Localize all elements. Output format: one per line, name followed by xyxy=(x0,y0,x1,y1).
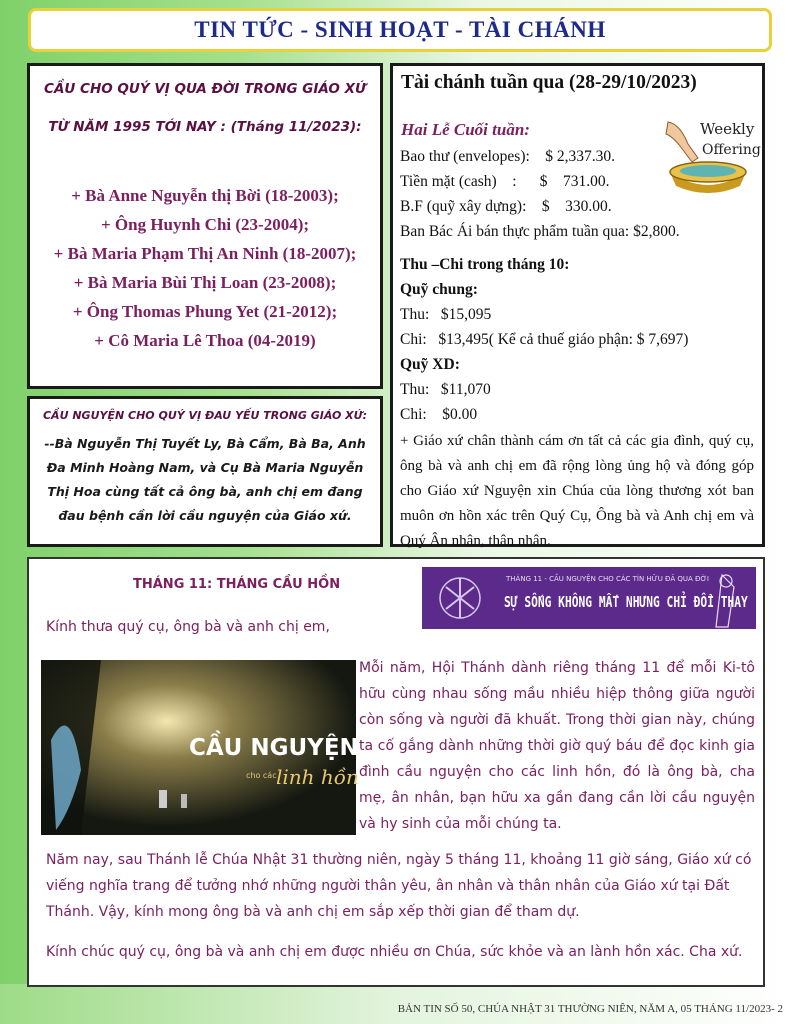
finance-line: Bao thư (envelopes): $ 2,337.30. xyxy=(400,148,616,165)
month-heading: Thu –Chi trong tháng 10: xyxy=(400,256,570,273)
page-header xyxy=(28,8,772,52)
thanks-paragraph: + Giáo xứ chân thành cám ơn tất cả các gia đình, quý cụ, ông bà và anh chị em đã rộng lòng ủng hộ và đóng góp cho Giáo xứ Nguyện xin Chúa của lòng thương xót ban muôn ơn hồn xác trên Quý Cụ, Ông bà và Anh chị em và Quý Ân nhân, thân nhân. xyxy=(400,433,754,549)
sick-box xyxy=(27,396,383,547)
finance-line: B.F (quỹ xây dựng): $ 330.00. xyxy=(400,198,612,215)
sick-text: --Bà Nguyễn Thị Tuyết Ly, Bà Cẩm, Bà Ba, Anh Đa Minh Hoàng Nam, và Cụ Bà Maria Nguyễn Thị Hoa cùng tất cả ông bà, anh chị em đang đau bệnh cần lời cầu nguyện của Giáo xứ. xyxy=(44,436,366,523)
svg-text:cho các: cho các xyxy=(246,771,277,780)
svg-text:Weekly: Weekly xyxy=(700,120,755,138)
list-item: + Cô Maria Lê Thoa (04-2019) xyxy=(94,331,316,350)
deceased-box xyxy=(27,63,383,389)
list-item: + Ông Thomas Phung Yet (21-2012); xyxy=(72,302,338,321)
list-item: + Bà Anne Nguyễn thị Bời (18-2003); xyxy=(71,186,339,205)
souls-banner xyxy=(422,567,756,629)
svg-text:linh hồn: linh hồn xyxy=(276,765,359,789)
general-fund-line: Chi: $13,495( Kể cả thuế giáo phận: $ 7,697) xyxy=(400,331,689,348)
souls-heading: THÁNG 11: THÁNG CẦU HỒN xyxy=(133,577,341,592)
offering-basket-icon xyxy=(662,114,761,192)
weekend-heading: Hai Lễ Cuối tuần: xyxy=(401,120,530,139)
list-item: + Bà Maria Phạm Thị An Ninh (18-2007); xyxy=(53,244,357,263)
page-footer: BẢN TIN SỐ 50, CHÚA NHẬT 31 THƯỜNG NIÊN, NĂM A, 05 THÁNG 11/2023- 2 xyxy=(397,1003,783,1015)
finance-title: Tài chánh tuần qua (28-29/10/2023) xyxy=(401,72,697,93)
page-title: TIN TỨC - SINH HOẠT - TÀI CHÁNH xyxy=(194,17,606,42)
xd-fund-line: Thu: $11,070 xyxy=(400,381,491,398)
general-fund-line: Thu: $15,095 xyxy=(400,306,492,323)
banner-subtitle: THÁNG 11 - CẦU NGUYỆN CHO CÁC TÍN HỮU ĐÃ QUA ĐỜI xyxy=(506,575,709,583)
paragraph-3: Kính chúc quý cụ, ông bà và anh chị em được nhiều ơn Chúa, sức khỏe và an lành hồn xác. Cha xứ. xyxy=(46,944,743,960)
finance-line: Tiền mặt (cash) : $ 731.00. xyxy=(400,173,610,190)
prayer-image xyxy=(41,660,359,835)
svg-text:Offering: Offering xyxy=(702,142,761,158)
greeting: Kính thưa quý cụ, ông bà và anh chị em, xyxy=(46,619,330,635)
banner-title: SỰ SỐNG KHÔNG MẤT NHƯNG CHỈ ĐỔI THAY xyxy=(504,593,748,611)
paragraph-1: Mỗi năm, Hội Thánh dành riêng tháng 11 để mỗi Ki-tô hữu cùng nhau sống mầu nhiều hiệp thông giữa người còn sống và người đã khuất. Trong thời gian này, chúng ta cố gắng dành những thời giờ quý báu để đọc kinh gia đình cầu nguyện cho các linh hồn, đó là ông bà, cha mẹ, ân nhân, bạn hữu xa gần đang cần lời cầu nguyện và hy sinh của mỗi chúng ta. xyxy=(359,660,755,832)
list-item: + Ông Huynh Chi (23-2004); xyxy=(100,215,310,234)
finance-line: Ban Bác Ái bán thực phẩm tuần qua: $2,800. xyxy=(400,223,680,240)
finance-box xyxy=(390,63,765,547)
sick-heading: CẦU NGUYỆN CHO QUÝ VỊ ĐAU YẾU TRONG GIÁO XỨ: xyxy=(42,409,367,422)
svg-text:CẦU NGUYỆN: CẦU NGUYỆN xyxy=(189,735,359,761)
deceased-list xyxy=(30,181,380,355)
xd-fund-heading: Quỹ XD: xyxy=(400,356,460,373)
xd-fund-line: Chi: $0.00 xyxy=(400,406,478,423)
general-fund-heading: Quỹ chung: xyxy=(400,281,478,298)
paragraph-2: Năm nay, sau Thánh lễ Chúa Nhật 31 thường niên, ngày 5 tháng 11, khoảng 11 giờ sáng, Giáo xứ có viếng nghĩa trang để tưởng nhớ những người thân yêu, ân nhân và thân nhân của Giáo xứ tại Đất Thánh. Vậy, kính mong ông bà và anh chị em sắp xếp thời gian để tham dự. xyxy=(46,852,752,920)
deceased-heading: CẦU CHO QUÝ VỊ QUA ĐỜI TRONG GIÁO XỨ TỪ NĂM 1995 TỚI NAY : (Tháng 11/2023): xyxy=(44,81,366,135)
list-item: + Bà Maria Bùi Thị Loan (23-2008); xyxy=(73,273,337,292)
souls-section xyxy=(27,557,765,987)
